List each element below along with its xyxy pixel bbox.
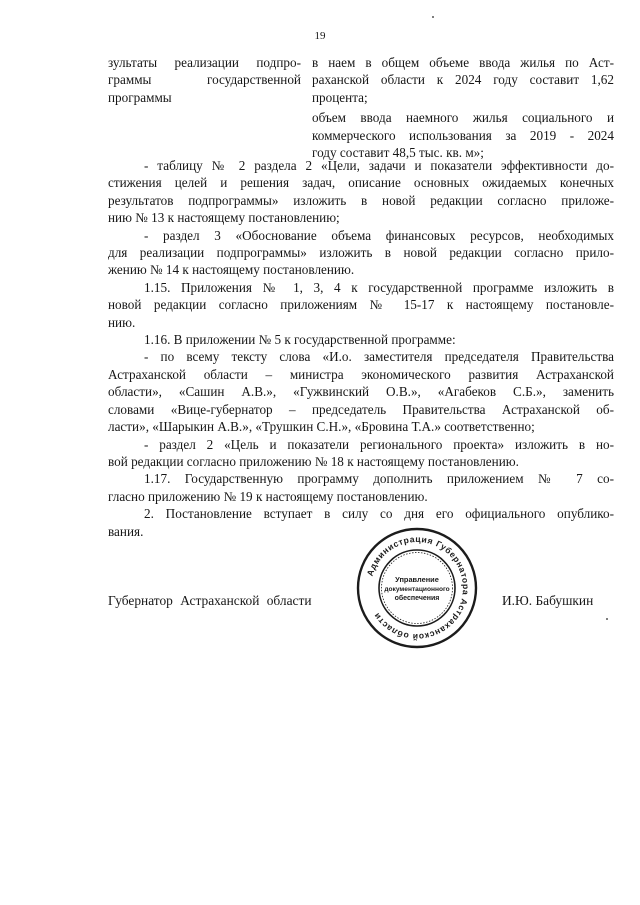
paragraph-line: вания. <box>108 523 144 539</box>
table-right-line: году составит 48,5 тыс. кв. м»; <box>312 145 484 161</box>
table-right-line: объем ввода наемного жилья социального и <box>312 110 614 126</box>
paragraph-line: - по всему тексту слова «И.о. заместителя председателя Правительства <box>144 349 614 365</box>
paragraph-line: 1.15. Приложения № 1, 3, 4 к государственной программе изложить в <box>144 279 614 295</box>
scan-speck <box>432 16 434 18</box>
document-body <box>108 157 614 540</box>
paragraph-line: 1.16. В приложении № 5 к государственной программе: <box>144 332 456 348</box>
paragraph-line: словами «Вице-губернатор – председатель Правительства Астраханской об- <box>108 401 614 417</box>
seal-center-line: документационного <box>384 586 450 593</box>
table-left-cell <box>108 54 301 106</box>
paragraph-line: - раздел 2 «Цель и показатели регионального проекта» изложить в но- <box>144 436 614 452</box>
seal-ring-text: Администрация Губернатора Астраханской области <box>364 533 472 643</box>
table-left-line: зультаты реализации подпро- <box>108 55 301 70</box>
paragraph-line: Астраханской области – министра экономического развития Астраханской <box>108 366 614 382</box>
paragraph-line: для реализации подпрограммы» изложить в новой редакции согласно прило- <box>108 245 614 261</box>
seal-center-line: обеспечения <box>394 595 440 602</box>
scan-speck <box>606 618 608 620</box>
paragraph-line: области», «Сашин А.В.», «Гужвинский О.В.», «Агабеков С.Б.», заменить <box>108 384 614 400</box>
table-right-line: коммерческого использования за 2019 - 2024 <box>312 127 614 143</box>
seal-center-line: Управление <box>395 575 439 584</box>
table-left-line: граммы государственной <box>108 72 301 88</box>
table-right-line: процента; <box>312 89 368 105</box>
signatory-position: Губернатор Астраханской области <box>108 593 312 608</box>
paragraph-line: вой редакции согласно приложению № 18 к настоящему постановлению. <box>108 453 519 469</box>
paragraph-line: нию. <box>108 314 136 330</box>
official-seal <box>355 526 479 650</box>
paragraph-line: - таблицу № 2 раздела 2 «Цели, задачи и показатели эффективности до- <box>144 158 614 173</box>
page-number: 19 <box>314 30 326 42</box>
table-right-line: раханской области к 2024 году составит 1,62 <box>312 72 614 88</box>
paragraph-line: стижения целей и решения задач, описание основных ожидаемых конечных <box>108 175 614 191</box>
table-left-line: программы <box>108 89 172 105</box>
paragraph-line: гласно приложению № 19 к настоящему постановлению. <box>108 488 428 504</box>
table-right-cell <box>312 54 614 161</box>
paragraph-line: новой редакции согласно приложениям № 15-17 к настоящему постановле- <box>108 297 614 313</box>
paragraph-line: результатов подпрограммы» изложить в новой редакции согласно приложе- <box>108 192 614 208</box>
paragraph-line: жению № 14 к настоящему постановлению. <box>108 262 355 278</box>
paragraph-line: нию № 13 к настоящему постановлению; <box>108 210 340 226</box>
paragraph-line: 1.17. Государственную программу дополнить приложением № 7 со- <box>144 471 614 487</box>
table-right-line: в наем в общем объеме ввода жилья по Аст- <box>312 55 614 70</box>
paragraph-line: ласти», «Шарыкин А.В.», «Трушкин С.Н.», «Бровина Т.А.» соответственно; <box>108 419 535 435</box>
signatory-name: И.Ю. Бабушкин <box>502 593 594 608</box>
paragraph-line: 2. Постановление вступает в силу со дня его официального опублико- <box>144 506 614 522</box>
paragraph-line: - раздел 3 «Обоснование объема финансовых ресурсов, необходимых <box>144 227 614 243</box>
